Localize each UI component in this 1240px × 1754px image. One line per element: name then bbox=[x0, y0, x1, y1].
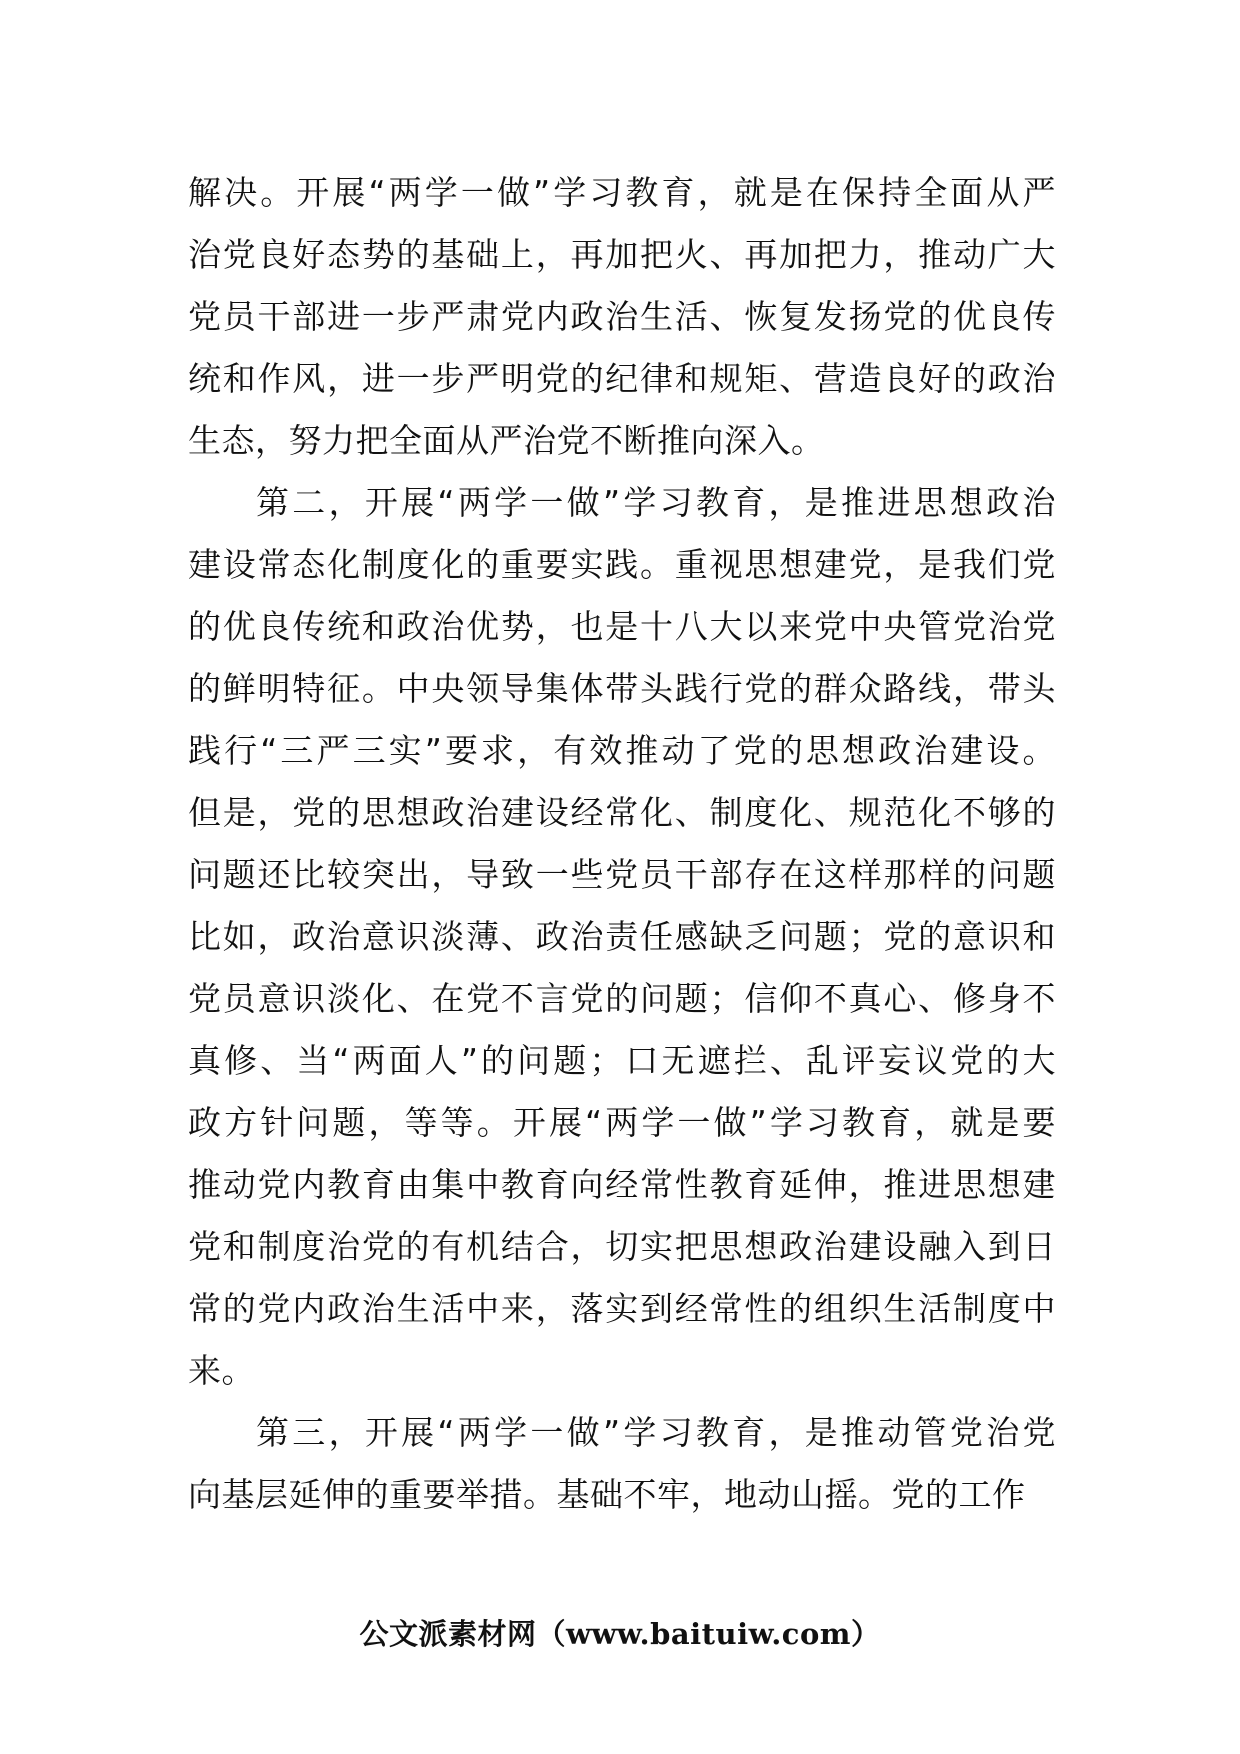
paragraph bbox=[188, 1402, 1056, 1526]
text-line: 比如，政治意识淡薄、政治责任感缺乏问题；党的意识和 bbox=[188, 917, 1056, 956]
text-line: 常的党内政治生活中来，落实到经常性的组织生活制度中 bbox=[188, 1289, 1056, 1328]
text-line: 推动党内教育由集中教育向经常性教育延伸，推进思想建 bbox=[188, 1165, 1056, 1204]
text-line: 第三，开展“两学一做”学习教育，是推动管党治党 bbox=[256, 1413, 1056, 1452]
text-line: 政方针问题，等等。开展“两学一做”学习教育，就是要 bbox=[188, 1103, 1056, 1142]
text-line: 统和作风，进一步严明党的纪律和规矩、营造良好的政治 bbox=[188, 359, 1056, 398]
text-line: 来。 bbox=[188, 1351, 255, 1390]
text-line: 治党良好态势的基础上，再加把火、再加把力，推动广大 bbox=[188, 235, 1056, 274]
text-line: 践行“三严三实”要求，有效推动了党的思想政治建设。 bbox=[188, 731, 1056, 770]
text-line: 生态，努力把全面从严治党不断推向深入。 bbox=[188, 421, 825, 460]
text-line: 向基层延伸的重要举措。基础不牢，地动山摇。党的工作 bbox=[188, 1475, 1026, 1514]
text-line: 建设常态化制度化的重要实践。重视思想建党，是我们党 bbox=[188, 545, 1056, 584]
text-line: 党员意识淡化、在党不言党的问题；信仰不真心、修身不 bbox=[188, 979, 1056, 1018]
text-line: 但是，党的思想政治建设经常化、制度化、规范化不够的 bbox=[188, 793, 1056, 832]
text-line: 党员干部进一步严肃党内政治生活、恢复发扬党的优良传 bbox=[188, 297, 1056, 336]
text-line: 第二，开展“两学一做”学习教育，是推进思想政治 bbox=[256, 483, 1056, 522]
text-line: 问题还比较突出，导致一些党员干部存在这样那样的问题 bbox=[188, 855, 1056, 894]
text-line: 的鲜明特征。中央领导集体带头践行党的群众路线，带头 bbox=[188, 669, 1056, 708]
paragraph bbox=[188, 162, 1056, 472]
text-line: 党和制度治党的有机结合，切实把思想政治建设融入到日 bbox=[188, 1227, 1056, 1266]
text-line: 的优良传统和政治优势，也是十八大以来党中央管党治党 bbox=[188, 607, 1056, 646]
text-line: 真修、当“两面人”的问题；口无遮拦、乱评妄议党的大 bbox=[188, 1041, 1056, 1080]
page-footer: 公文派素材网（www.baituiw.com） bbox=[359, 1617, 881, 1651]
text-line: 解决。开展“两学一做”学习教育，就是在保持全面从严 bbox=[188, 173, 1056, 212]
document-body bbox=[188, 162, 1056, 1526]
paragraph bbox=[188, 472, 1056, 1402]
